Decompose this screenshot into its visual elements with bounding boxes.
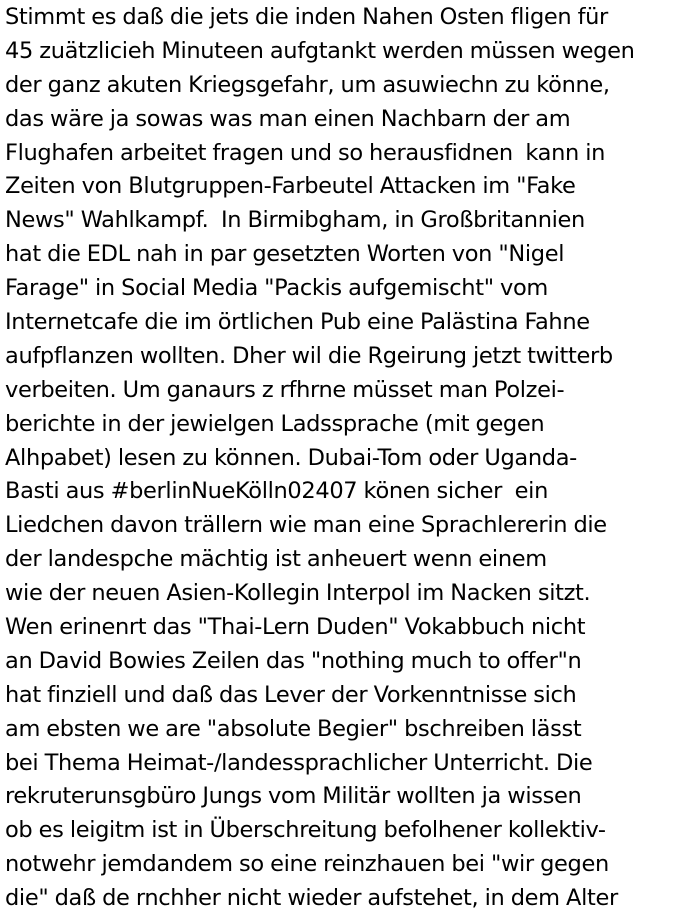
text-line: das wäre ja sowas was man einen Nachbarn der am [5,105,571,132]
text-line: Farage" in Social Media "Packis aufgemischt" vom [5,275,548,302]
text-line: Liedchen davon trällern wie man eine Sprachlererin die [5,512,607,539]
text-line: ob es leigitm ist in Überschreitung befolhener kollektiv- [5,817,606,844]
text-line: Internetcafe die im örtlichen Pub eine Palästina Fahne [5,309,590,336]
text-line: der landespche mächtig ist anheuert wenn einem [5,546,547,573]
document-text [5,1,681,916]
text-line: Zeiten von Blutgruppen-Farbeutel Attacken im "Fake [5,173,576,200]
text-line: der ganz akuten Kriegsgefahr, um asuwiechn zu könne, [5,71,610,98]
text-line: rekruterunsgbüro Jungs vom Militär wollten ja wissen [5,783,582,810]
text-line: bei Thema Heimat-/landessprachlicher Unterricht. Die [5,749,593,776]
text-line: verbeiten. Um ganaurs z rfhrne müsset man Polzei- [5,376,565,403]
text-line: hat finziell und daß das Lever der Vorkenntnisse sich [5,681,577,708]
text-line: wie der neuen Asien-Kollegin Interpol im Nacken sitzt. [5,580,591,607]
text-line: am ebsten we are "absolute Begier" bschreiben lässt [5,715,582,742]
text-line: News" Wahlkampf. In Birmibgham, in Großbritannien [5,207,585,234]
text-line: Basti aus #berlinNueKölln02407 könen sicher ein [5,478,548,505]
text-line: Wen erinenrt das "Thai-Lern Duden" Vokabbuch nicht [5,614,586,641]
text-line: die" daß de rnchher nicht wieder aufstehet, in dem Alter [5,885,618,912]
text-line: notwehr jemdandem so eine reinzhauen bei "wir gegen [5,851,609,878]
text-line: 45 zuätzlicieh Minuteen aufgtankt werden müssen wegen [5,37,635,64]
text-line: hat die EDL nah in par gesetzten Worten von "Nigel [5,241,565,268]
text-line: Alhpabet) lesen zu können. Dubai-Tom oder Uganda- [5,444,577,471]
text-line: berichte in der jewielgen Ladssprache (mit gegen [5,410,545,437]
text-line: Stimmt es daß die jets die inden Nahen Osten fligen für [5,4,608,30]
text-line: aufpflanzen wollten. Dher wil die Rgeirung jetzt twitterb [5,342,613,369]
text-line: Flughafen arbeitet fragen und so herausfidnen kann in [5,139,606,166]
text-line: an David Bowies Zeilen das "nothing much to offer"n [5,647,582,674]
